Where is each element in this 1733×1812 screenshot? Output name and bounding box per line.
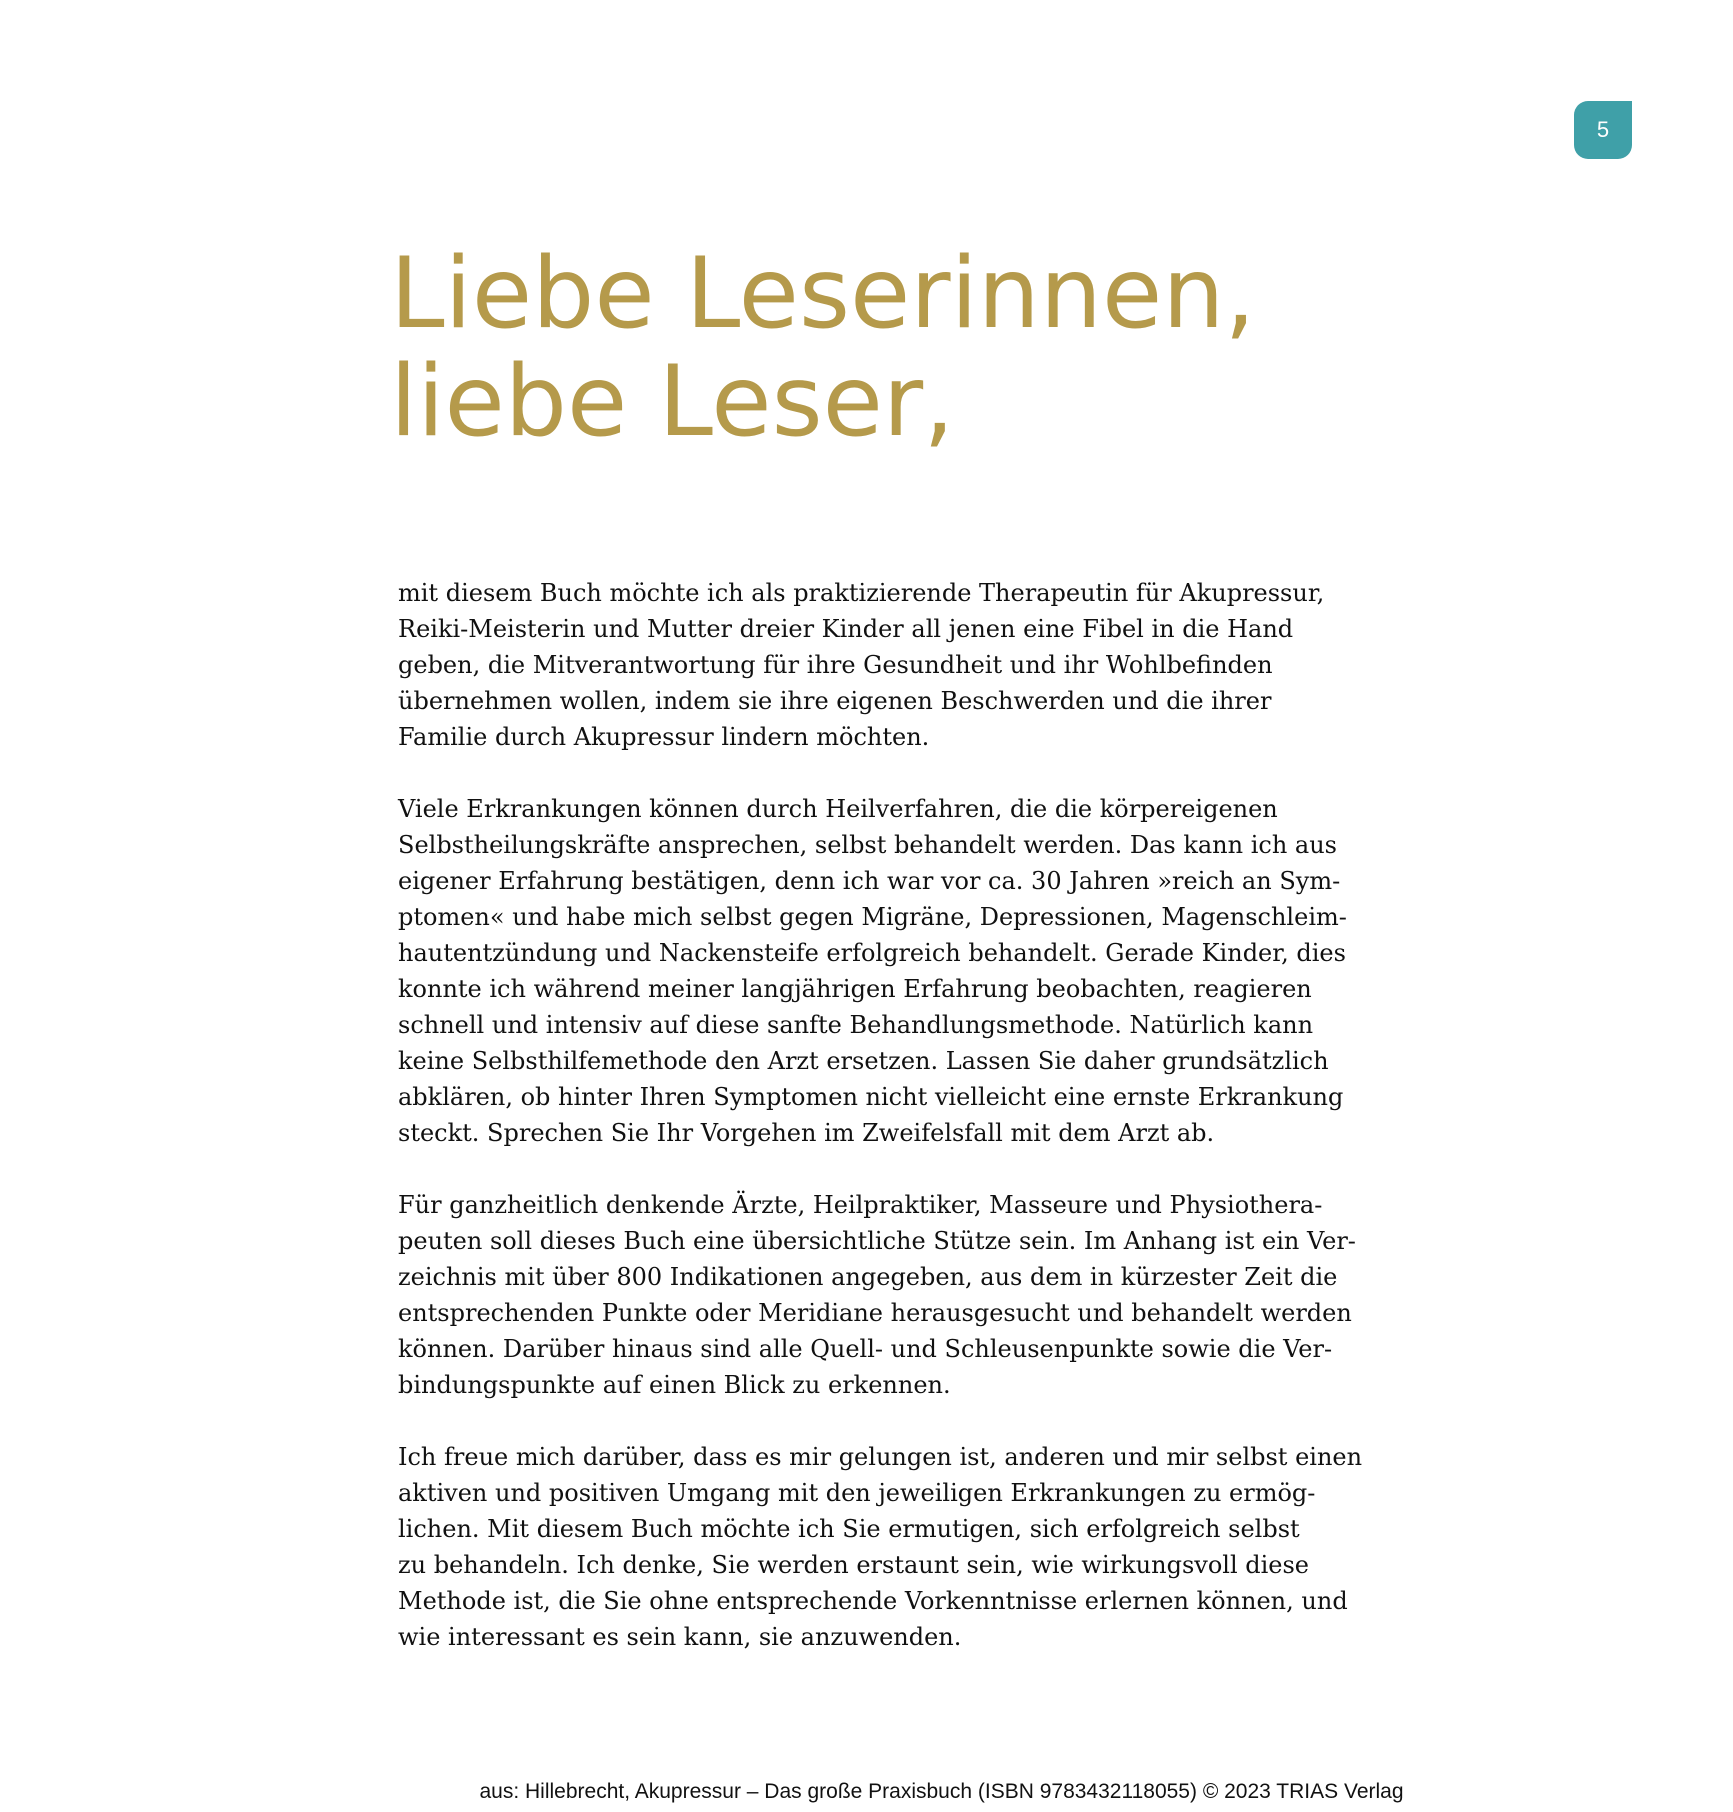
text-line: ptomen« und habe mich selbst gegen Migräne, Depressionen, Magenschleim- (398, 903, 1347, 931)
text-line: steckt. Sprechen Sie Ihr Vorgehen im Zweifelsfall mit dem Arzt ab. (398, 1119, 1215, 1147)
text-line: Ich freue mich darüber, dass es mir gelungen ist, anderen und mir selbst einen (398, 1443, 1363, 1471)
text-line: wie interessant es sein kann, sie anzuwenden. (398, 1623, 962, 1651)
paragraph-4 (398, 1439, 1363, 1655)
text-line: können. Darüber hinaus sind alle Quell- und Schleusenpunkte sowie die Ver- (398, 1335, 1333, 1363)
paragraph-1 (398, 575, 1325, 755)
text-line: Methode ist, die Sie ohne entsprechende Vorkenntnisse erlernen können, und (398, 1587, 1348, 1615)
footer-citation: aus: Hillebrecht, Akupressur – Das große Praxisbuch (ISBN 9783432118055) © 2023 TRIAS Verlag (479, 1780, 1404, 1803)
text-line: zeichnis mit über 800 Indikationen angegeben, aus dem in kürzester Zeit die (398, 1263, 1338, 1291)
text-line: bindungspunkte auf einen Blick zu erkennen. (398, 1371, 951, 1399)
text-line: schnell und intensiv auf diese sanfte Behandlungsmethode. Natürlich kann (398, 1011, 1314, 1039)
page-title (390, 237, 1390, 459)
text-line: zu behandeln. Ich denke, Sie werden erstaunt sein, wie wirkungsvoll diese (398, 1551, 1310, 1579)
text-line: lichen. Mit diesem Buch möchte ich Sie ermutigen, sich erfolgreich selbst (398, 1515, 1300, 1543)
text-line: hautentzündung und Nackensteife erfolgreich behandelt. Gerade Kinder, dies (398, 939, 1346, 967)
text-line: Viele Erkrankungen können durch Heilverfahren, die die körpereigenen (398, 795, 1278, 823)
body-text (398, 575, 1363, 1691)
text-line: peuten soll dieses Buch eine übersichtliche Stütze sein. Im Anhang ist ein Ver- (398, 1227, 1356, 1255)
paragraph-3 (398, 1187, 1356, 1403)
text-line: entsprechenden Punkte oder Meridiane herausgesucht und behandelt werden (398, 1299, 1352, 1327)
text-line: Für ganzheitlich denkende Ärzte, Heilpraktiker, Masseure und Physiothera- (398, 1191, 1323, 1219)
text-line: keine Selbsthilfemethode den Arzt ersetzen. Lassen Sie daher grundsätzlich (398, 1047, 1329, 1075)
paragraph-2 (398, 791, 1347, 1151)
text-line: übernehmen wollen, indem sie ihre eigenen Beschwerden und die ihrer (398, 687, 1272, 715)
text-line: abklären, ob hinter Ihren Symptomen nicht vielleicht eine ernste Erkrankung (398, 1083, 1344, 1111)
text-line: geben, die Mitverantwortung für ihre Gesundheit und ihr Wohlbefinden (398, 651, 1273, 679)
text-line: eigener Erfahrung bestätigen, denn ich war vor ca. 30 Jahren »reich an Sym- (398, 867, 1341, 895)
text-line: mit diesem Buch möchte ich als praktizierende Therapeutin für Akupressur, (398, 579, 1325, 607)
text-line: aktiven und positiven Umgang mit den jeweiligen Erkrankungen zu ermög- (398, 1479, 1316, 1507)
text-line: Reiki-Meisterin und Mutter dreier Kinder all jenen eine Fibel in die Hand (398, 615, 1294, 643)
page-title-line-1: Liebe Leserinnen, (390, 237, 1256, 351)
text-line: konnte ich während meiner langjährigen Erfahrung beobachten, reagieren (398, 975, 1312, 1003)
text-line: Selbstheilungskräfte ansprechen, selbst behandelt werden. Das kann ich aus (398, 831, 1337, 859)
text-line: Familie durch Akupressur lindern möchten. (398, 723, 930, 751)
page-number-badge: 5 (1574, 101, 1632, 159)
page-title-line-2: liebe Leser, (390, 345, 955, 459)
